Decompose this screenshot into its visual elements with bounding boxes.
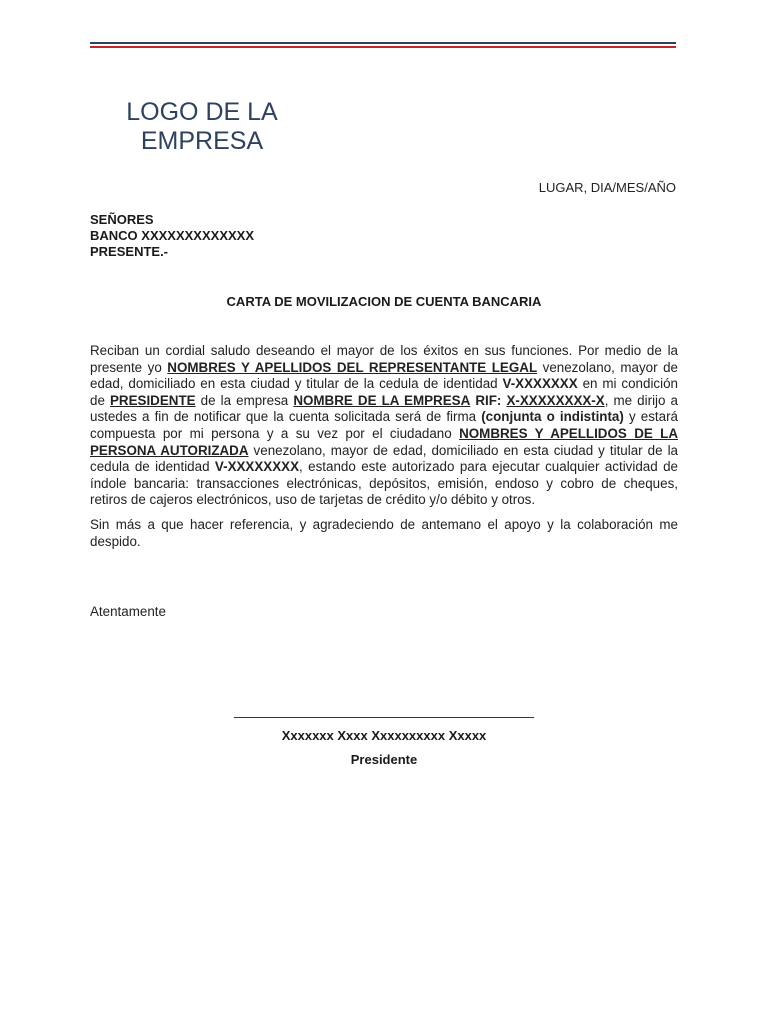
- authorized-person-id: V-XXXXXXXX: [214, 459, 300, 475]
- company-logo-placeholder: [100, 98, 304, 156]
- recipient-line-3: PRESENTE.-: [90, 244, 169, 259]
- representative-name: NOMBRES Y APELLIDOS DEL REPRESENTANTE LEGAL: [167, 359, 538, 375]
- authorized-person-name: NOMBRES Y APELLIDOS DE LA PERSONA AUTORIZADA: [90, 425, 679, 458]
- signature-title: Presidente: [350, 752, 418, 767]
- body-text-segment: , me dirijo a ustedes a fin de notificar que la cuenta solicitada será de firma: [90, 392, 678, 425]
- letter-subject: CARTA DE MOVILIZACION DE CUENTA BANCARIA: [226, 294, 542, 309]
- recipient-block: [90, 212, 254, 260]
- header-rule-top: [90, 42, 676, 44]
- recipient-line-2: BANCO XXXXXXXXXXXXX: [90, 228, 254, 243]
- body-text-segment: , estando este autorizado para ejecutar cualquier actividad de índole bancaria: transacciones electrónicas, depósitos, emisión, endoso y cobro de cheques, retiros de cajeros electrónicos, uso de tarjetas de crédito y/o débito y otros.: [90, 459, 678, 508]
- body-text-segment: en mi condición de: [90, 376, 678, 408]
- header-rule-bottom: [90, 46, 676, 48]
- closing: Atentamente: [90, 604, 166, 619]
- representative-role: PRESIDENTE: [109, 392, 196, 408]
- rif-number: X-XXXXXXXX-X: [506, 392, 605, 408]
- letter-body: [90, 343, 678, 550]
- body-text-segment: venezolano, mayor de edad, domiciliado en esta ciudad y titular de la cedula de identidad: [90, 359, 678, 392]
- body-paragraph-2: Sin más a que hacer referencia, y agradeciendo de antemano el apoyo y la colaboración me despido.: [90, 516, 678, 549]
- recipient-line-1: SEÑORES: [90, 212, 154, 227]
- logo-line-1: LOGO DE LA: [126, 98, 278, 126]
- representative-id: V-XXXXXXX: [502, 376, 578, 392]
- body-text-segment: venezolano, mayor de edad, domiciliado en esta ciudad y titular de la cedula de identidad: [90, 442, 678, 475]
- body-text-segment: Reciban un cordial saludo deseando el mayor de los éxitos en sus funciones. Por medio de la presente yo: [90, 343, 678, 375]
- logo-line-2: EMPRESA: [140, 127, 264, 155]
- rif-label: RIF:: [475, 392, 502, 408]
- signature-line: [234, 717, 534, 718]
- signature-name: Xxxxxxx Xxxx Xxxxxxxxxx Xxxxx: [281, 728, 487, 743]
- signature-type: (conjunta o indistinta): [481, 409, 624, 425]
- body-text-segment: de la empresa: [195, 392, 294, 408]
- body-text-segment: y estará compuesta por mi persona y a su vez por el ciudadano: [90, 409, 678, 441]
- company-name: NOMBRE DE LA EMPRESA: [293, 392, 471, 408]
- body-paragraph-1: [90, 343, 678, 509]
- place-date: LUGAR, DIA/MES/AÑO: [538, 180, 676, 195]
